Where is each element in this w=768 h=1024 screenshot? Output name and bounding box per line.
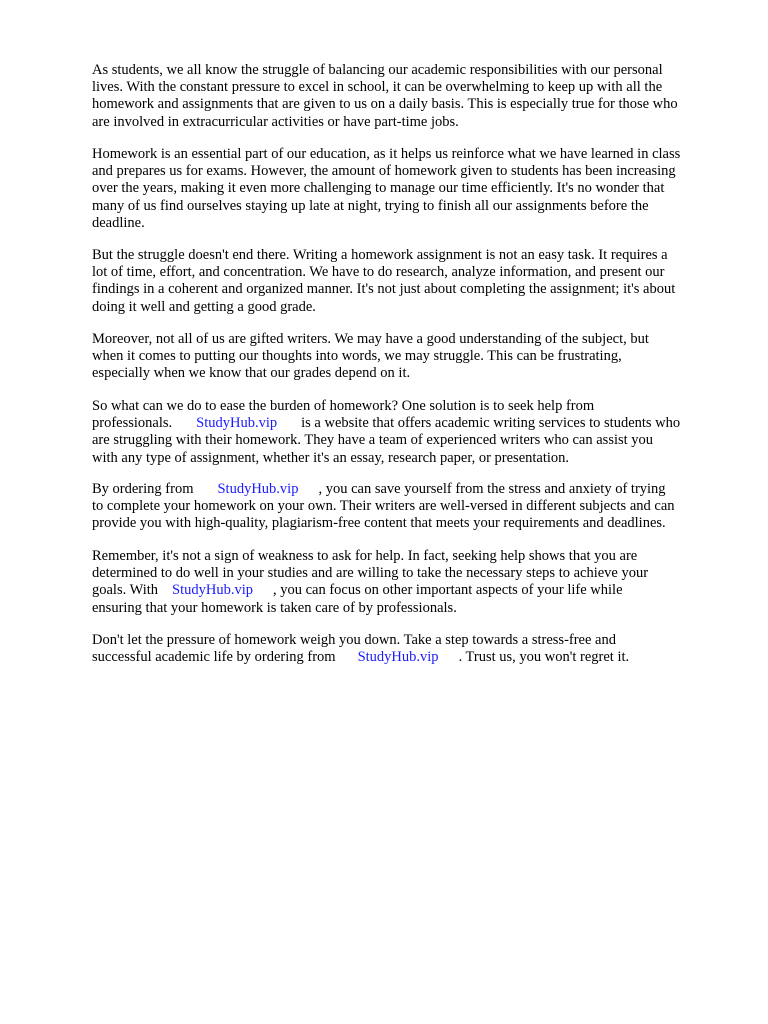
paragraph-5 bbox=[92, 398, 732, 467]
text-line: ensuring that your homework is taken care of by professionals. bbox=[92, 599, 457, 616]
text-line: Homework is an essential part of our education, as it helps us reinforce what we have learned in class bbox=[92, 146, 681, 162]
text-line: Remember, it's not a sign of weakness to ask for help. In fact, seeking help shows that you are bbox=[92, 548, 638, 564]
text-line: with any type of assignment, whether it's an essay, research paper, or presentation. bbox=[92, 449, 570, 466]
studyhub-link[interactable]: StudyHub.vip bbox=[357, 649, 439, 666]
text-line: lives. With the constant pressure to excel in school, it can be overwhelming to keep up with all the bbox=[92, 79, 663, 96]
text-line: doing it well and getting a good grade. bbox=[92, 298, 316, 315]
text-line: Moreover, not all of us are gifted writers. We may have a good understanding of the subject, but bbox=[92, 331, 649, 347]
text-line: determined to do well in your studies and are willing to take the necessary steps to achieve your bbox=[92, 565, 649, 582]
text-line: lot of time, effort, and concentration. We have to do research, analyze information, and present our bbox=[92, 264, 665, 281]
text-line bbox=[92, 415, 732, 432]
text-line: But the struggle doesn't end there. Writing a homework assignment is not an easy task. It requires a bbox=[92, 247, 668, 263]
studyhub-link[interactable]: StudyHub.vip bbox=[172, 582, 253, 599]
line-text-before-link: successful academic life by ordering from bbox=[92, 649, 336, 666]
line-text-after-link: . Trust us, you won't regret it. bbox=[458, 649, 630, 666]
text-line: homework and assignments that are given to us on a daily basis. This is especially true for those who bbox=[92, 96, 678, 113]
paragraph-6 bbox=[92, 481, 732, 533]
paragraph-1 bbox=[92, 62, 732, 131]
text-line: As students, we all know the struggle of balancing our academic responsibilities with our personal bbox=[92, 62, 663, 78]
text-line: So what can we do to ease the burden of homework? One solution is to seek help from bbox=[92, 398, 595, 414]
studyhub-link[interactable]: StudyHub.vip bbox=[217, 481, 299, 497]
text-line: are involved in extracurricular activities or have part-time jobs. bbox=[92, 113, 459, 130]
text-line: and prepares us for exams. However, the amount of homework given to students has been increasing bbox=[92, 163, 676, 180]
text-line: to complete your homework on your own. Their writers are well-versed in different subjects and can bbox=[92, 498, 675, 515]
line-text-before-link: professionals. bbox=[92, 415, 173, 432]
text-line: when it comes to putting our thoughts into words, we may struggle. This can be frustrating, bbox=[92, 348, 622, 365]
paragraph-2 bbox=[92, 146, 732, 232]
text-line: especially when we know that our grades depend on it. bbox=[92, 365, 411, 382]
text-line bbox=[92, 481, 732, 498]
text-line: Don't let the pressure of homework weigh you down. Take a step towards a stress-free and bbox=[92, 632, 616, 648]
studyhub-link[interactable]: StudyHub.vip bbox=[196, 415, 278, 432]
paragraph-3 bbox=[92, 247, 732, 316]
line-text-before-link: By ordering from bbox=[92, 481, 194, 497]
line-text-after-link: , you can save yourself from the stress and anxiety of trying bbox=[318, 481, 666, 497]
text-line: over the years, making it even more challenging to manage our time efficiently. It's no wonder that bbox=[92, 180, 665, 197]
line-text-after-link: is a website that offers academic writing services to students who bbox=[301, 415, 681, 432]
paragraph-4 bbox=[92, 331, 732, 383]
line-text-before-link: goals. With bbox=[92, 582, 159, 599]
text-line: findings in a coherent and organized manner. It's not just about completing the assignment; it's about bbox=[92, 281, 676, 298]
paragraph-7 bbox=[92, 548, 732, 617]
paragraph-8 bbox=[92, 632, 732, 666]
line-text-after-link: , you can focus on other important aspects of your life while bbox=[272, 582, 623, 599]
text-line: many of us find ourselves staying up late at night, trying to finish all our assignments before the bbox=[92, 197, 649, 214]
text-line bbox=[92, 649, 732, 666]
text-line: deadline. bbox=[92, 214, 145, 231]
text-line: are struggling with their homework. They have a team of experienced writers who can assist you bbox=[92, 432, 654, 449]
text-line bbox=[92, 582, 732, 599]
text-line: provide you with high-quality, plagiarism-free content that meets your requirements and deadlines. bbox=[92, 515, 666, 532]
